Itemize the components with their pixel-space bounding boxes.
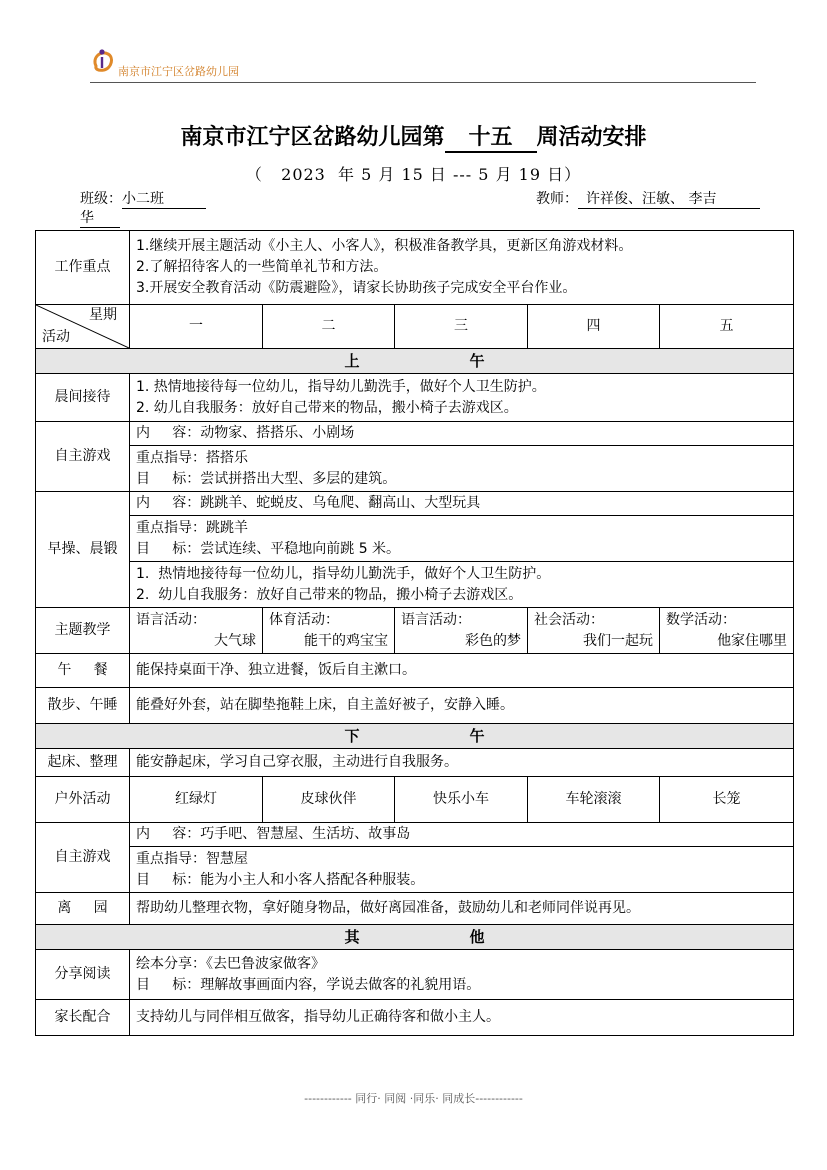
class-value: 小二班: [122, 188, 206, 209]
theme-name: 大气球: [214, 632, 256, 649]
teacher-wrap: [80, 207, 120, 228]
free-play-am-guide: 重点指导：搭搭乐: [136, 449, 248, 466]
free-play-am-goal: 目 标：尝试拼搭出大型、多层的建筑。: [136, 470, 397, 487]
exercise-note: 2. 幼儿自我服务：放好自己带来的物品，搬小椅子去游戏区。: [136, 586, 523, 603]
exercise-guide-cell: [130, 516, 794, 562]
leaving-label: 离 园: [36, 893, 130, 925]
free-play-pm-guide: 重点指导：智慧屋: [136, 850, 248, 867]
teacher-value: 许祥俊、汪敏、 李吉: [578, 188, 760, 209]
reading-book: 绘本分享：《去巴鲁波家做客》: [136, 955, 325, 972]
theme-item-wed: [395, 608, 528, 654]
row-free-play-pm-content: [36, 823, 794, 847]
page-title: [0, 120, 827, 153]
theme-name: 能干的鸡宝宝: [304, 632, 388, 649]
exercise-guide: 重点指导：跳跳羊: [136, 519, 248, 536]
reading-goal: 目 标：理解故事画面内容，学说去做客的礼貌用语。: [136, 976, 481, 993]
teacher-label: 教师：: [536, 191, 578, 207]
diag-activity-label: 活动: [42, 329, 70, 345]
lunch-text: 能保持桌面干净、独立进餐，饭后自主漱口。: [130, 654, 794, 688]
row-exercise-notes: [36, 562, 794, 608]
theme-name: 我们一起玩: [583, 632, 653, 649]
outdoor-item-fri: 长笼: [660, 777, 794, 823]
free-play-pm-label: 自主游戏: [36, 823, 130, 893]
theme-item-fri: [660, 608, 794, 654]
row-wakeup: [36, 749, 794, 777]
theme-type: 语言活动：: [136, 611, 206, 628]
outdoor-item-thu: 车轮滚滚: [528, 777, 660, 823]
exercise-note: 1. 热情地接待每一位幼儿，指导幼儿勤洗手，做好个人卫生防护。: [136, 565, 551, 582]
nap-text: 能叠好外套，站在脚垫拖鞋上床，自主盖好被子，安静入睡。: [130, 688, 794, 724]
reception-line: 2. 幼儿自我服务：放好自己带来的物品，搬小椅子去游戏区。: [136, 399, 518, 416]
free-play-am-guide-cell: [130, 446, 794, 492]
parents-text: 支持幼儿与同伴相互做客，指导幼儿正确待客和做小主人。: [130, 1000, 794, 1036]
nap-label: 散步、午睡: [36, 688, 130, 724]
outdoor-item-wed: 快乐小车: [395, 777, 528, 823]
class-label: 班级：: [80, 191, 122, 207]
school-logo-icon: [90, 46, 116, 76]
exercise-label: 早操、晨锻: [36, 492, 130, 608]
diagonal-header-cell: [36, 305, 130, 349]
title-suffix: 周活动安排: [536, 124, 647, 150]
focus-label: 工作重点: [36, 231, 130, 305]
section-other: [36, 925, 794, 950]
free-play-am-label: 自主游戏: [36, 422, 130, 492]
footer-slogan: ------------ 同行· 同阅 ·同乐· 同成长------------: [304, 1092, 523, 1105]
row-parents: [36, 1000, 794, 1036]
row-free-play-am-guide: [36, 446, 794, 492]
theme-teaching-label: 主题教学: [36, 608, 130, 654]
theme-item-thu: [528, 608, 660, 654]
header-divider: [90, 82, 756, 83]
teacher-wrap-text: 华: [80, 207, 120, 228]
row-section-afternoon: [36, 724, 794, 749]
row-lunch: [36, 654, 794, 688]
row-section-morning: [36, 349, 794, 374]
lunch-label: 午 餐: [36, 654, 130, 688]
free-play-pm-goal: 目 标：能为小主人和小客人搭配各种服装。: [136, 871, 425, 888]
reading-label: 分享阅读: [36, 950, 130, 1000]
free-play-am-content: 内 容：动物家、搭搭乐、小剧场: [130, 422, 794, 446]
theme-type: 数学活动：: [666, 611, 736, 628]
outdoor-item-tue: 皮球伙伴: [263, 777, 395, 823]
parents-label: 家长配合: [36, 1000, 130, 1036]
theme-type: 体育活动：: [269, 611, 339, 628]
weekly-plan-table: [35, 230, 794, 1036]
day-monday: 一: [130, 305, 263, 349]
row-leaving: [36, 893, 794, 925]
diag-weekday-label: 星期: [89, 307, 117, 323]
theme-type: 语言活动：: [401, 611, 471, 628]
row-nap: [36, 688, 794, 724]
morning-reception-label: 晨间接待: [36, 374, 130, 422]
focus-line: 2.了解招待客人的一些简单礼节和方法。: [136, 259, 388, 275]
focus-content: [130, 231, 794, 305]
row-exercise-guide: [36, 516, 794, 562]
theme-name: 他家住哪里: [717, 632, 788, 649]
row-weekdays: [36, 305, 794, 349]
class-info: [80, 188, 206, 209]
focus-line: 3.开展安全教育活动《防震避险》，请家长协助孩子完成安全平台作业。: [136, 280, 577, 296]
exercise-notes-cell: [130, 562, 794, 608]
row-focus: [36, 231, 794, 305]
theme-type: 社会活动：: [534, 611, 604, 628]
section-afternoon: [36, 724, 794, 749]
leaving-text: 帮助幼儿整理衣物，拿好随身物品，做好离园准备，鼓励幼儿和老师同伴说再见。: [130, 893, 794, 925]
focus-line: 1.继续开展主题活动《小主人、小客人》，积极准备教学具，更新区角游戏材料。: [136, 238, 633, 254]
outdoor-label: 户外活动: [36, 777, 130, 823]
reception-line: 1. 热情地接待每一位幼儿，指导幼儿勤洗手，做好个人卫生防护。: [136, 378, 546, 395]
section-other-char: 其: [344, 927, 360, 946]
row-exercise-content: [36, 492, 794, 516]
theme-name: 彩色的梦: [465, 632, 521, 649]
day-tuesday: 二: [263, 305, 395, 349]
row-free-play-pm-guide: [36, 847, 794, 893]
wakeup-label: 起床、整理: [36, 749, 130, 777]
day-wednesday: 三: [395, 305, 528, 349]
morning-reception-content: [130, 374, 794, 422]
row-free-play-am-content: [36, 422, 794, 446]
section-morning-char: 上: [344, 351, 360, 370]
free-play-pm-content: 内 容：巧手吧、智慧屋、生活坊、故事岛: [130, 823, 794, 847]
theme-item-mon: [130, 608, 263, 654]
section-afternoon-char: 下: [344, 726, 360, 745]
row-reading: [36, 950, 794, 1000]
day-thursday: 四: [528, 305, 660, 349]
row-section-other: [36, 925, 794, 950]
row-morning-reception: [36, 374, 794, 422]
row-outdoor: [36, 777, 794, 823]
title-prefix: 南京市江宁区岔路幼儿园第: [180, 124, 445, 150]
row-theme-teaching: [36, 608, 794, 654]
section-morning-char: 午: [469, 351, 485, 370]
title-week: 十五: [445, 120, 537, 153]
exercise-content: 内 容：跳跳羊、蛇蜕皮、乌龟爬、翻高山、大型玩具: [130, 492, 794, 516]
outdoor-item-mon: 红绿灯: [130, 777, 263, 823]
section-morning: [36, 349, 794, 374]
day-friday: 五: [660, 305, 794, 349]
date-range: （ 2023 年 5 月 15 日 --- 5 月 19 日）: [245, 165, 582, 184]
free-play-pm-guide-cell: [130, 847, 794, 893]
reading-cell: [130, 950, 794, 1000]
wakeup-text: 能安静起床，学习自己穿衣服，主动进行自我服务。: [130, 749, 794, 777]
teacher-info: [536, 188, 760, 209]
section-afternoon-char: 午: [469, 726, 485, 745]
section-other-char: 他: [469, 927, 485, 946]
theme-item-tue: [263, 608, 395, 654]
exercise-goal: 目 标：尝试连续、平稳地向前跳 5 米。: [136, 540, 401, 557]
school-header-name: 南京市江宁区岔路幼儿园: [118, 65, 239, 78]
